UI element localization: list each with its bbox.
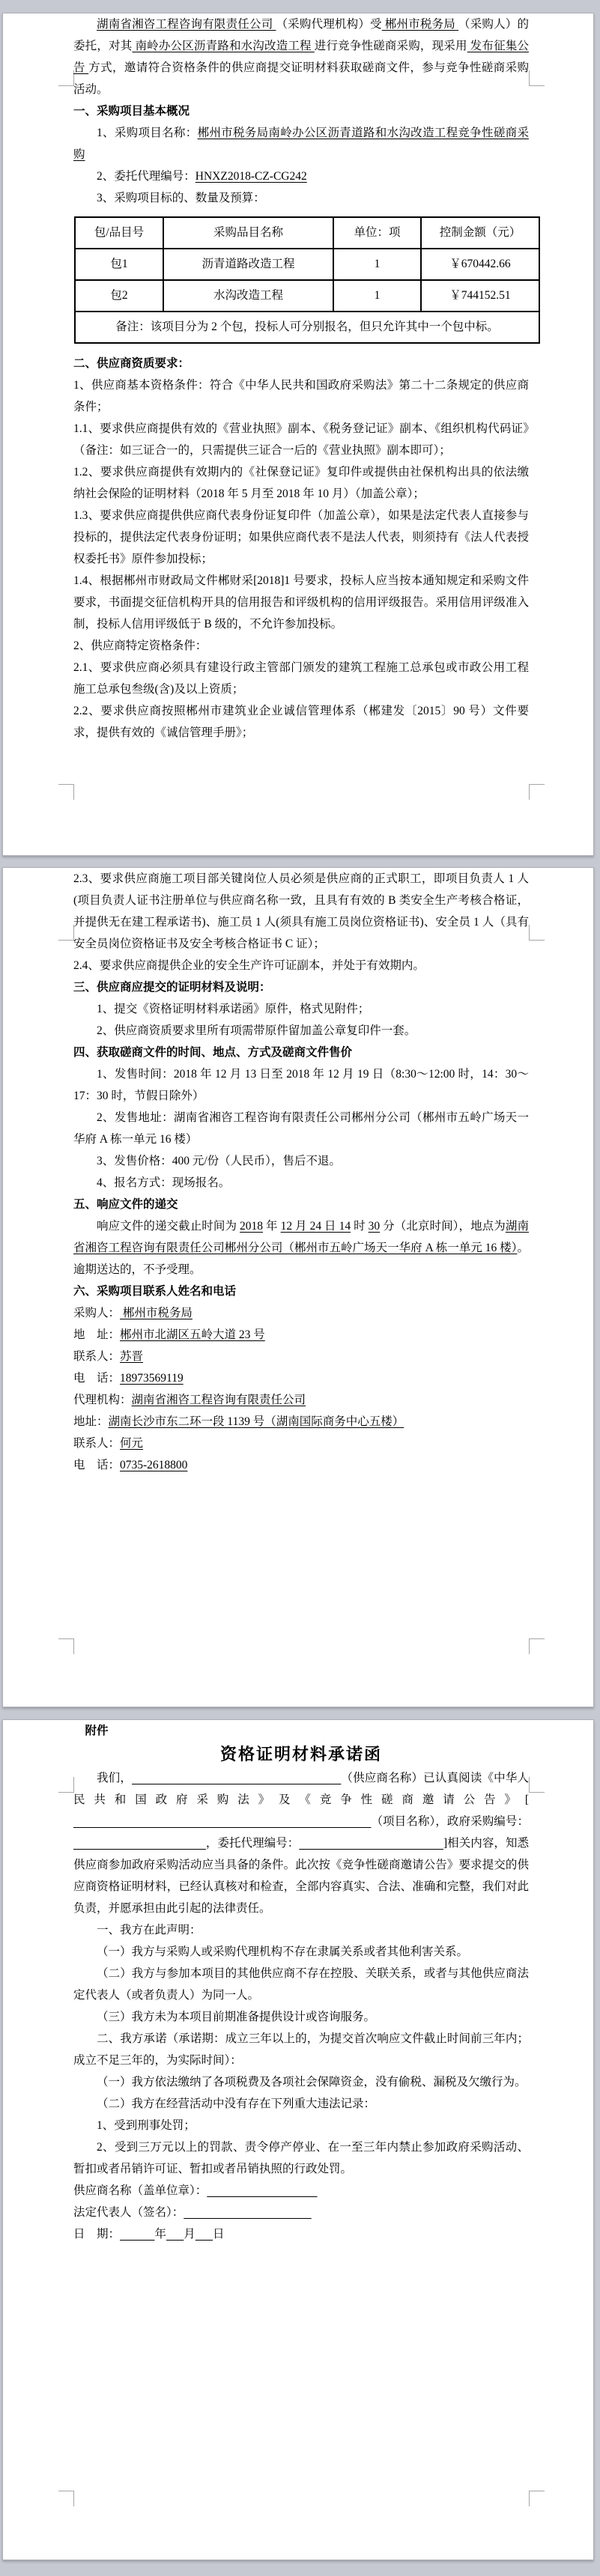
header-item-name: 采购品目名称 [163,217,333,249]
table-note: 备注：该项目分为 2 个包，投标人可分别报名，但只允许其中一个包中标。 [75,312,539,343]
para-commitment-main: 我们， （供应商名称）已认真阅读《中华人民共和国政府采购法》及《竞争性磋商邀请公告》[ （项目名称），政府采购编号： ，委托代理编号： ]相关内容，知悉供应商参加政府采购活动应当具备的条件。此次按《竞争性磋商邀请公告》要求提交的供应商资格证明材料，已经认真核对和检查，全部内容真实、合法、准确和完整，我们对此负责，并愿承担由此引起的法律责任。 [73,1772,530,1915]
crop-mark-bottom-left [58,784,74,800]
signature-date-line: 日 期： 年 月 日 [73,2228,225,2241]
para-2-1: 2.1、要求供应商必须具有建设行政主管部门颁发的建筑工程施工总承包或市政公用工程施工总承包叁级(含)及以上资质； [73,661,529,696]
page-1-content [73,13,529,744]
table-header-row [75,217,539,249]
signature-legal-rep-line: 法定代表人（签名）： [73,2206,184,2219]
heading-section-2: 二、供应商资质要求： [73,357,190,370]
item-project-name: 1、采购项目名称：郴州市税务局南岭办公区沥青道路和水沟改造工程竞争性磋商采购 [73,127,529,161]
header-unit: 单位：项 [333,217,421,249]
para-violation-2: 2、受到三万元以上的罚款、责令停产停业、在一至三年内禁止参加政府采购活动、暂扣或者吊销许可证、暂扣或者吊销执照的行政处罚。 [73,2141,529,2175]
para-3-1: 1、提交《资格证明材料承诺函》原件，格式见附件； [97,1003,370,1015]
page-2 [2,867,594,1707]
para-1-3: 1.3、要求供应商提供供应商代表身份证复印件（加盖公章），如果是法定代表人直接参与投标的，提供法定代表身份证明；如果供应商代表不是法人代表，则须持有《法人代表授权委托书》原件参加投标； [73,509,529,565]
crop-mark-top-left [58,1777,74,1793]
contact-agency-phone: 电 话：0735-2618800 [73,1459,188,1471]
attachment-label: 附件 [85,1725,109,1737]
para-4-2: 2、发售地址：湖南省湘咨工程咨询有限责任公司郴州分公司（郴州市五岭广场天一华府 A 栋一单元 16 楼） [73,1111,529,1146]
para-2: 2、供应商特定资格条件： [73,640,207,652]
para-4-1: 1、发售时间：2018 年 12 月 13 日至 2018 年 12 月 19 日（8:30～12:00 时，14：30～17：30 时，节假日除外） [73,1068,529,1102]
para-declaration-title: 一、我方在此声明： [97,1924,201,1936]
page-3-content [73,1720,529,2245]
para-declaration-1: （一）我方与采购人或采购代理机构不存在隶属关系或者其他利害关系。 [97,1945,469,1958]
para-2-2: 2.2、要求供应商按照郴州市建筑业企业诚信管理体系（郴建发〔2015〕90 号）文件要求，提供有效的《诚信管理手册》； [73,705,529,739]
crop-mark-bottom-right [529,2491,545,2506]
para-declaration-2: （二）我方与参加本项目的其他供应商不存在控股、关联关系，或者与其他供应商法定代表人（或者负责人）为同一人。 [73,1967,529,2002]
cell-package-1-amount: ￥670442.66 [421,249,539,280]
para-3-2: 2、供应商资质要求里所有项需带原件留加盖公章复印件一套。 [97,1024,416,1037]
attachment-title: 资格证明材料承诺函 [219,1745,382,1764]
crop-mark-top-left [58,925,74,941]
heading-section-4: 四、获取磋商文件的时间、地点、方式及磋商文件售价 [73,1046,353,1059]
para-promise-title: 二、我方承诺（承诺期：成立三年以上的，为提交首次响应文件截止时间前三年内；成立不足三年的，为实际时间）： [73,2032,529,2067]
para-1-4: 1.4、根据郴州市财政局文件郴财采[2018]1 号要求，投标人应当按本通知规定和采购文件要求，书面提交征信机构开具的信用报告和评级机构的信用评级报告。采用信用评级准入制，投标人信用评级低于 B 级的，不允许参加投标。 [73,574,529,631]
crop-mark-bottom-right [529,784,545,800]
para-5-deadline: 响应文件的递交截止时间为 2018 年 12 月 24 日 14 时 30 分（北京时间），地点为湖南省湘咨工程咨询有限责任公司郴州分公司（郴州市五岭广场天一华府 A 栋一单元 16 楼）。逾期送达的，不予受理。 [73,1220,529,1276]
item-budget-label: 3、采购项目标的、数量及预算： [97,192,265,204]
contact-agency-address: 地址：湖南长沙市东二环一段 1139 号（湖南国际商务中心五楼） [73,1415,404,1428]
para-2-3: 2.3、要求供应商施工项目部关键岗位人员必须是供应商的正式职工，即项目负责人 1 人(项目负责人证书注册单位与供应商名称一致，且具有有效的 B 类安全生产考核合格证，并提供无在建工程承诺书)、施工员 1 人(须具有施工员岗位资格证书)、安全员 1 人（具有安全员岗位资格证书及安全考核合格证书 C 证）； [73,872,529,950]
para-4-4: 4、报名方式：现场报名。 [97,1176,231,1189]
crop-mark-top-right [529,70,545,86]
table-row [75,249,539,280]
para-violation-1: 1、受到刑事处罚； [97,2119,196,2132]
page-3 [2,1719,594,2560]
contact-purchaser-person: 联系人：苏晋 [73,1350,144,1363]
cell-package-1-name: 沥青道路改造工程 [163,249,333,280]
para-4-3: 3、发售价格：400 元/份（人民币），售后不退。 [97,1155,341,1167]
para-2-4: 2.4、要求供应商提供企业的安全生产许可证副本，并处于有效期内。 [73,959,425,972]
signature-supplier-name-line: 供应商名称（盖单位章）： [73,2184,207,2197]
heading-section-6: 六、采购项目联系人姓名和电话 [73,1285,237,1298]
table-row [75,280,539,312]
heading-section-5: 五、响应文件的递交 [73,1198,178,1211]
cell-package-1-qty: 1 [333,249,421,280]
contact-agency-person: 联系人：何元 [73,1437,144,1450]
crop-mark-top-right [529,1777,545,1793]
para-intro: 湖南省湘咨工程咨询有限责任公司 （采购代理机构）受 郴州市税务局 （采购人）的委托，对其 南岭办公区沥青路和水沟改造工程 进行竞争性磋商采购，现采用 发布征集公告 方式，邀请符合资格条件的供应商提交证明材料获取磋商文件，参与竞争性磋商采购活动。 [73,18,529,96]
crop-mark-top-left [58,70,74,86]
page-1 [2,13,594,856]
para-1-2: 1.2、要求供应商提供有效期内的《社保登记证》复印件或提供由社保机构出具的依法缴纳社会保险的证明材料（2018 年 5 月至 2018 年 10 月）（加盖公章）； [73,466,529,500]
crop-mark-bottom-left [58,1638,74,1654]
contact-purchaser-address: 地 址：郴州市北湖区五岭大道 23 号 [73,1328,265,1341]
heading-section-1: 一、采购项目基本概况 [73,105,190,118]
para-promise-1: （一）我方依法缴纳了各项税费及各项社会保障资金，没有偷税、漏税及欠缴行为。 [97,2076,527,2089]
contact-purchaser: 采购人： 郴州市税务局 [73,1307,193,1319]
cell-package-2-name: 水沟改造工程 [163,280,333,312]
item-agency-code: 2、委托代理编号：HNXZ2018-CZ-CG242 [97,170,307,183]
page-2-content [73,868,529,1476]
table-note-row [75,312,539,343]
contact-purchaser-phone: 电 话：18973569119 [73,1372,184,1385]
crop-mark-bottom-right [529,1638,545,1654]
crop-mark-top-right [529,925,545,941]
contact-agency: 代理机构：湖南省湘咨工程咨询有限责任公司 [73,1394,306,1406]
cell-package-2-qty: 1 [333,280,421,312]
cell-package-2-amount: ￥744152.51 [421,280,539,312]
para-1-1: 1.1、要求供应商提供有效的《营业执照》副本、《税务登记证》副本、《组织机构代码证》（备注：如三证合一的，只需提供三证合一后的《营业执照》副本即可）； [73,422,529,457]
cell-package-2: 包2 [75,280,163,312]
budget-table [74,216,540,344]
heading-section-3: 三、供应商应提交的证明材料及说明： [73,981,271,994]
crop-mark-bottom-left [58,2491,74,2506]
para-promise-2: （二）我方在经营活动中没有存在下列重大违法记录： [97,2097,376,2110]
cell-package-1: 包1 [75,249,163,280]
header-control-amount: 控制金额（元） [421,217,539,249]
para-declaration-3: （三）我方未为本项目前期准备提供设计或咨询服务。 [97,2011,376,2023]
para-1: 1、供应商基本资格条件：符合《中华人民共和国政府采购法》第二十二条规定的供应商条件； [73,379,529,413]
header-package-no: 包/品目号 [75,217,163,249]
